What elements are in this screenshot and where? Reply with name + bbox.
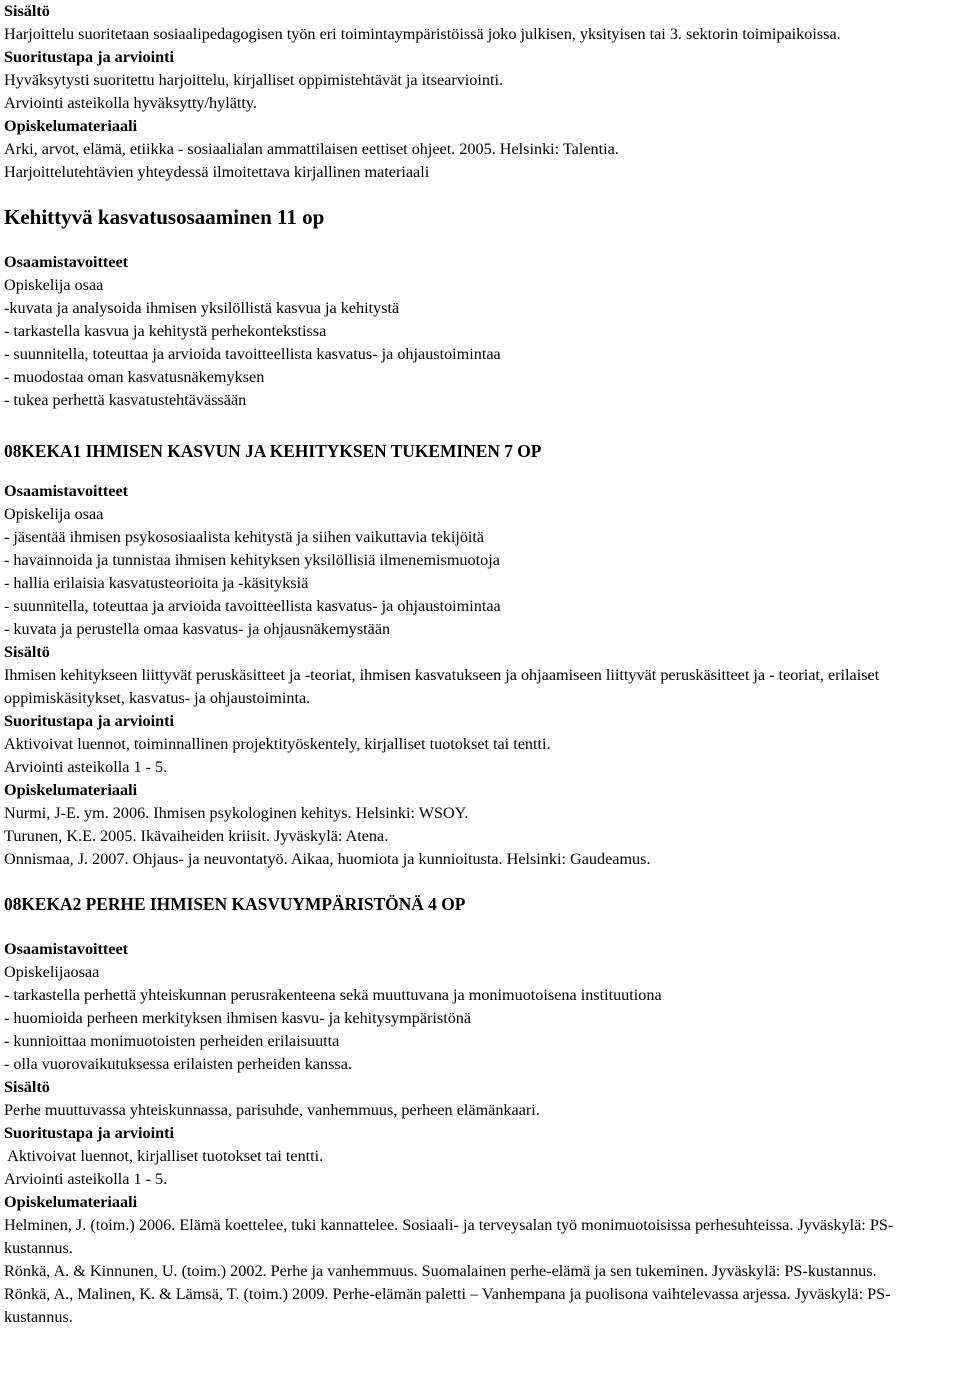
goal-item: - jäsentää ihmisen psykososiaalista kehitystä ja siihen vaikuttavia tekijöitä: [4, 528, 485, 546]
material-heading: Opiskelumateriaali: [4, 1193, 138, 1211]
goals-lead: Opiskelija osaa: [4, 505, 104, 523]
material-item: Rönkä, A., Malinen, K. & Lämsä, T. (toim.) 2009. Perhe-elämän paletti – Vanhempana ja puolisona vaihtelevassa arjessa. Jyväskylä: PS-kustannus.: [4, 1285, 891, 1326]
module-title: Kehittyvä kasvatusosaaminen 11 op: [4, 205, 325, 229]
assessment-text: Hyväksytysti suoritettu harjoittelu, kirjalliset oppimistehtävät ja itsearviointi.: [4, 71, 504, 89]
assessment-scale: Arviointi asteikolla 1 - 5.: [4, 758, 168, 776]
content-text: Ihmisen kehitykseen liittyvät peruskäsitteet ja -teoriat, ihmisen kasvatukseen ja ohjaamiseen liittyvät peruskäsitteet ja - teoriat, erilaiset oppimiskäsitykset, kasvatus- ja ohjaustoiminta.: [4, 666, 880, 707]
goal-item: - tarkastella perhettä yhteiskunnan perusrakenteena sekä muuttuvana ja monimuotoisena instituutiona: [4, 986, 662, 1004]
content-text: Harjoittelu suoritetaan sosiaalipedagogisen työn eri toimintaympäristöissä joko julkisen, yksityisen tai 3. sektorin toimipaikoissa.: [4, 25, 841, 43]
material-item: Turunen, K.E. 2005. Ikävaiheiden kriisit. Jyväskylä: Atena.: [4, 827, 389, 845]
goal-item: - muodostaa oman kasvatusnäkemyksen: [4, 368, 265, 386]
assessment-text: Aktivoivat luennot, kirjalliset tuotokset tai tentti.: [4, 1147, 324, 1165]
goals-heading: Osaamistavoitteet: [4, 482, 129, 500]
goals-lead: Opiskelijaosaa: [4, 963, 100, 981]
goal-item: - olla vuorovaikutuksessa erilaisten perheiden kanssa.: [4, 1055, 352, 1073]
goal-item: - tarkastella kasvua ja kehitystä perhekontekstissa: [4, 322, 327, 340]
content-text: Perhe muuttuvassa yhteiskunnassa, parisuhde, vanhemmuus, perheen elämänkaari.: [4, 1101, 540, 1119]
goal-item: - huomioida perheen merkityksen ihmisen kasvu- ja kehitysympäristönä: [4, 1009, 472, 1027]
material-heading: Opiskelumateriaali: [4, 117, 138, 135]
content-heading: Sisältö: [4, 643, 50, 661]
goals-heading: Osaamistavoitteet: [4, 253, 129, 271]
assessment-scale: Arviointi asteikolla 1 - 5.: [4, 1170, 168, 1188]
goal-item: - havainnoida ja tunnistaa ihmisen kehityksen yksilöllisiä ilmenemismuotoja: [4, 551, 500, 569]
course-title: 08KEKA2 PERHE IHMISEN KASVUYMPÄRISTÖNÄ 4 OP: [4, 894, 466, 914]
content-heading: Sisältö: [4, 2, 50, 20]
assessment-heading: Suoritustapa ja arviointi: [4, 48, 174, 66]
goal-item: - tukea perhettä kasvatustehtävässään: [4, 391, 247, 409]
material-item: Harjoittelutehtävien yhteydessä ilmoitettava kirjallinen materiaali: [4, 163, 430, 181]
goals-heading: Osaamistavoitteet: [4, 940, 129, 958]
material-heading: Opiskelumateriaali: [4, 781, 138, 799]
goal-item: - suunnitella, toteuttaa ja arvioida tavoitteellista kasvatus- ja ohjaustoimintaa: [4, 597, 501, 615]
goal-item: -kuvata ja analysoida ihmisen yksilöllistä kasvua ja kehitystä: [4, 299, 400, 317]
material-item: Rönkä, A. & Kinnunen, U. (toim.) 2002. Perhe ja vanhemmuus. Suomalainen perhe-elämä ja sen tukeminen. Jyväskylä: PS-kustannus.: [4, 1262, 877, 1280]
material-item: Helminen, J. (toim.) 2006. Elämä koettelee, tuki kannattelee. Sosiaali- ja terveysalan työ monimuotoisissa perhesuhteissa. Jyväskylä: PS-kustannus.: [4, 1216, 894, 1257]
material-item: Arki, arvot, elämä, etiikka - sosiaalialan ammattilaisen eettiset ohjeet. 2005. Helsinki: Talentia.: [4, 140, 619, 158]
content-heading: Sisältö: [4, 1078, 50, 1096]
goal-item: - kuvata ja perustella omaa kasvatus- ja ohjausnäkemystään: [4, 620, 391, 638]
goal-item: - kunnioittaa monimuotoisten perheiden erilaisuutta: [4, 1032, 340, 1050]
goal-item: - hallia erilaisia kasvatusteorioita ja -käsityksiä: [4, 574, 309, 592]
course-title: 08KEKA1 IHMISEN KASVUN JA KEHITYKSEN TUKEMINEN 7 OP: [4, 441, 542, 461]
goal-item: - suunnitella, toteuttaa ja arvioida tavoitteellista kasvatus- ja ohjaustoimintaa: [4, 345, 501, 363]
assessment-heading: Suoritustapa ja arviointi: [4, 1124, 174, 1142]
assessment-heading: Suoritustapa ja arviointi: [4, 712, 174, 730]
material-item: Nurmi, J-E. ym. 2006. Ihmisen psykologinen kehitys. Helsinki: WSOY.: [4, 804, 469, 822]
assessment-scale: Arviointi asteikolla hyväksytty/hylätty.: [4, 94, 257, 112]
material-item: Onnismaa, J. 2007. Ohjaus- ja neuvontatyö. Aikaa, huomiota ja kunnioitusta. Helsinki: Gaudeamus.: [4, 850, 651, 868]
assessment-text: Aktivoivat luennot, toiminnallinen projektityöskentely, kirjalliset tuotokset tai tentti.: [4, 735, 551, 753]
goals-lead: Opiskelija osaa: [4, 276, 104, 294]
